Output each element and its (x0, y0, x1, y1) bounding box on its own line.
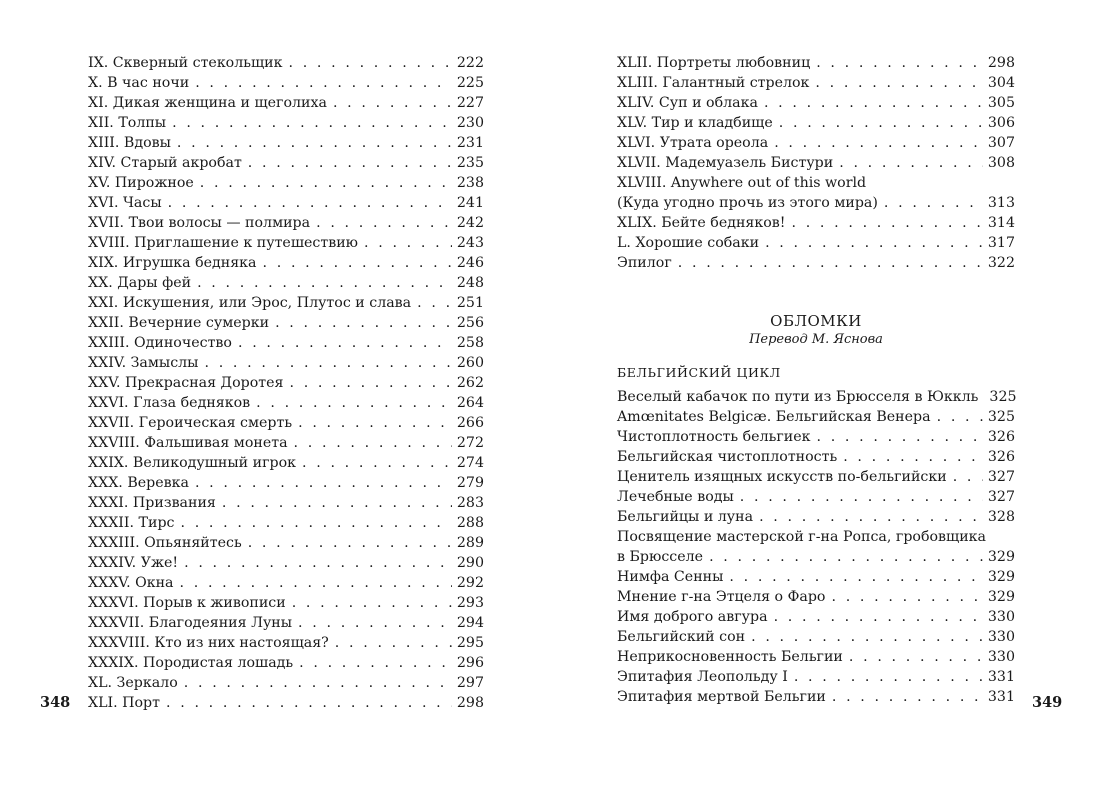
toc-entry-title: XI. Дикая женщина и щеголиха (88, 95, 327, 111)
toc-entry[interactable] (88, 573, 484, 593)
toc-entry-title: Бельгийская чистоплотность (617, 449, 838, 465)
toc-entry-page: 262 (456, 375, 484, 391)
toc-entry-page: 283 (456, 495, 484, 511)
toc-entry-page: 329 (987, 569, 1015, 585)
toc-entry-title: XLI. Порт (88, 695, 160, 711)
cycle-title: БЕЛЬГИЙСКИЙ ЦИКЛ (617, 365, 781, 380)
toc-entry-page: 238 (456, 175, 484, 191)
dot-leader (839, 153, 983, 173)
toc-entry-title: XII. Толпы (88, 115, 167, 131)
toc-entry-page: 251 (456, 295, 484, 311)
dot-leader (709, 547, 983, 567)
toc-entry-title: XLII. Портреты любовниц (617, 55, 811, 71)
toc-list (617, 387, 1015, 527)
toc-list (88, 53, 484, 713)
toc-entry[interactable] (617, 667, 1015, 687)
toc-entry[interactable] (88, 293, 484, 313)
dot-leader (177, 133, 452, 153)
dot-leader (316, 213, 452, 233)
toc-entry[interactable] (617, 507, 1015, 527)
section-translator: Перевод М. Яснова (749, 332, 883, 347)
toc-entry[interactable] (617, 607, 1015, 627)
toc-entry-title: XXXVI. Порыв к живописи (88, 595, 286, 611)
toc-entry-title: XV. Пирожное (88, 175, 194, 191)
toc-entry[interactable] (88, 613, 484, 633)
toc-entry-title: XLVI. Утрата ореола (617, 135, 769, 151)
toc-entry-title: Лечебные воды (617, 489, 734, 505)
toc-entry-title: XVII. Твои волосы — полмира (88, 215, 311, 231)
toc-entry[interactable] (88, 373, 484, 393)
toc-entry-title: IX. Скверный стекольщик (88, 55, 283, 71)
section-title: ОБЛОМКИ (770, 312, 862, 330)
toc-entry[interactable] (88, 513, 484, 533)
toc-entry[interactable] (88, 53, 484, 73)
toc-entry-page: 264 (456, 395, 484, 411)
dot-leader (678, 253, 983, 273)
toc-entry-title: XIII. Вдовы (88, 135, 171, 151)
dot-leader (774, 133, 983, 153)
toc-entry-title: XXVII. Героическая смерть (88, 415, 293, 431)
toc-entry-title-continued: (Куда угодно прочь из этого мира) (617, 195, 878, 211)
dot-leader (791, 213, 982, 233)
toc-entry[interactable] (88, 533, 484, 553)
toc-entry[interactable] (88, 653, 484, 673)
toc-entry[interactable] (88, 693, 484, 713)
toc-entry-page: 241 (456, 195, 484, 211)
dot-leader (794, 667, 983, 687)
toc-entry[interactable] (88, 253, 484, 273)
dot-leader (740, 487, 983, 507)
toc-entry[interactable] (88, 73, 484, 93)
toc-entry[interactable] (617, 567, 1015, 587)
toc-entry-page: 330 (987, 649, 1015, 665)
toc-entry-title: XXII. Вечерние сумерки (88, 315, 270, 331)
dot-leader (166, 693, 452, 713)
right-page-toc (617, 53, 1015, 707)
toc-entry[interactable] (88, 113, 484, 133)
toc-entry-title: XLIII. Галантный стрелок (617, 75, 810, 91)
toc-entry[interactable] (617, 427, 1015, 447)
toc-entry[interactable] (88, 153, 484, 173)
toc-entry-title: Amœnitates Belgicæ. Бельгийская Венера (617, 409, 931, 425)
toc-entry-page: 296 (456, 655, 484, 671)
dot-leader (200, 173, 452, 193)
toc-entry[interactable] (88, 413, 484, 433)
toc-entry-page: 326 (987, 449, 1015, 465)
toc-entry-page: 314 (987, 215, 1015, 231)
toc-entry-page: 297 (456, 675, 484, 691)
toc-entry-title: Чистоплотность бельгиек (617, 429, 811, 445)
dot-leader (815, 73, 983, 93)
toc-entry[interactable] (88, 493, 484, 513)
toc-entry[interactable] (617, 73, 1015, 93)
dot-leader (832, 687, 983, 707)
toc-entry-page: 331 (987, 669, 1015, 685)
toc-entry-page: 290 (456, 555, 484, 571)
toc-entry-title: Эпитафия мертвой Бельгии (617, 689, 826, 705)
dot-leader (764, 93, 983, 113)
toc-entry-title: XLV. Тир и кладбище (617, 115, 773, 131)
dot-leader (843, 447, 983, 467)
dot-leader (335, 633, 452, 653)
toc-entry-title: Посвящение мастерской г-на Ропса, гробовщика (617, 529, 987, 545)
toc-entry[interactable] (617, 687, 1015, 707)
dot-leader (275, 313, 452, 333)
toc-entry-title: XXVIII. Фальшивая монета (88, 435, 288, 451)
toc-entry-page: 230 (456, 115, 484, 131)
toc-entry[interactable] (617, 447, 1015, 467)
toc-entry-title: L. Хорошие собаки (617, 235, 760, 251)
dot-leader (298, 613, 452, 633)
toc-entry-page: 242 (456, 215, 484, 231)
toc-entry-title: XXXIV. Уже! (88, 555, 179, 571)
dot-leader (288, 53, 451, 73)
toc-entry-page: 304 (987, 75, 1015, 91)
dot-leader (759, 507, 983, 527)
dot-leader (289, 373, 451, 393)
toc-entry-page: 294 (456, 615, 484, 631)
toc-entry-page: 313 (987, 195, 1015, 211)
dot-leader (263, 253, 452, 273)
toc-entry[interactable] (617, 387, 1015, 407)
toc-entry[interactable] (617, 133, 1015, 153)
toc-entry[interactable] (617, 647, 1015, 667)
dot-leader (172, 113, 452, 133)
toc-entry-page: 227 (456, 95, 484, 111)
toc-entry[interactable] (617, 587, 1015, 607)
toc-entry-page: 292 (456, 575, 484, 591)
toc-entry-title: XXVI. Глаза бедняков (88, 395, 251, 411)
toc-entry-page: 328 (987, 509, 1015, 525)
toc-list (617, 213, 1015, 273)
toc-entry-page: 258 (456, 335, 484, 351)
toc-entry-page: 331 (987, 689, 1015, 705)
toc-entry-page: 330 (987, 609, 1015, 625)
toc-entry-title: XXIX. Великодушный игрок (88, 455, 296, 471)
toc-entry[interactable] (88, 93, 484, 113)
dot-leader (197, 273, 452, 293)
toc-entry[interactable] (88, 133, 484, 153)
toc-entry[interactable] (88, 233, 484, 253)
dot-leader (849, 647, 983, 667)
dot-leader (195, 473, 452, 493)
toc-entry[interactable] (617, 53, 1015, 73)
dot-leader (248, 153, 452, 173)
page-number-right: 349 (1032, 694, 1063, 711)
dot-leader (302, 453, 452, 473)
dot-leader (256, 393, 452, 413)
toc-entry-page: 279 (456, 475, 484, 491)
toc-entry[interactable] (88, 633, 484, 653)
toc-entry-page: 289 (456, 535, 484, 551)
section-heading (617, 311, 1015, 349)
toc-list (617, 567, 1015, 707)
toc-entry-title: XXXV. Окна (88, 575, 174, 591)
toc-entry[interactable] (617, 467, 1015, 487)
toc-entry-title: Имя доброго авгура (617, 609, 768, 625)
toc-entry-title: Бельгийский сон (617, 629, 746, 645)
dot-leader (816, 427, 982, 447)
page-number-left: 348 (40, 694, 71, 711)
dot-leader (299, 653, 452, 673)
toc-entry[interactable] (88, 593, 484, 613)
dot-leader (884, 193, 983, 213)
toc-entry-page: 256 (456, 315, 484, 331)
dot-leader (168, 193, 452, 213)
toc-entry-page: 235 (456, 155, 484, 171)
toc-entry-title: XLVIII. Anywhere out of this world (617, 175, 867, 191)
dot-leader (184, 673, 452, 693)
dot-leader (298, 413, 452, 433)
toc-entry-page: 325 (989, 389, 1017, 405)
toc-entry-page: 305 (987, 95, 1015, 111)
toc-entry-title: Ценитель изящных искусств по-бельгийски (617, 469, 947, 485)
dot-leader (204, 353, 451, 373)
toc-entry-page: 266 (456, 415, 484, 431)
dot-leader (417, 293, 452, 313)
toc-entry-page: 298 (987, 55, 1015, 71)
toc-entry-page: 298 (456, 695, 484, 711)
toc-entry-page: 308 (987, 155, 1015, 171)
toc-entry[interactable] (88, 333, 484, 353)
toc-entry[interactable] (617, 153, 1015, 173)
dot-leader (180, 513, 451, 533)
toc-list (617, 53, 1015, 173)
toc-entry-page: 325 (987, 409, 1015, 425)
toc-entry-title: Эпитафия Леопольду I (617, 669, 788, 685)
toc-entry-title: XL. Зеркало (88, 675, 178, 691)
dot-leader (765, 233, 983, 253)
toc-entry-page: 222 (456, 55, 484, 71)
toc-entry-page: 295 (456, 635, 484, 651)
toc-entry-page: 243 (456, 235, 484, 251)
dot-leader (248, 533, 452, 553)
toc-entry-page: 329 (987, 589, 1015, 605)
toc-entry-page: 306 (987, 115, 1015, 131)
toc-entry-page: 327 (987, 489, 1015, 505)
toc-entry-title: XXIV. Замыслы (88, 355, 199, 371)
dot-leader (292, 593, 452, 613)
toc-entry-title: XXXI. Призвания (88, 495, 216, 511)
toc-entry-page: 288 (456, 515, 484, 531)
dot-leader (238, 333, 452, 353)
toc-entry-page: 330 (987, 629, 1015, 645)
toc-entry-title: XXIII. Одиночество (88, 335, 232, 351)
toc-entry-page: 322 (987, 255, 1015, 271)
toc-entry[interactable] (617, 527, 1015, 567)
toc-entry[interactable] (88, 353, 484, 373)
toc-entry[interactable] (617, 213, 1015, 233)
dot-leader (333, 93, 452, 113)
toc-entry[interactable] (88, 473, 484, 493)
dot-leader (774, 607, 983, 627)
toc-entry-page: 248 (456, 275, 484, 291)
toc-entry-title: Веселый кабачок по пути из Брюсселя в Юккль (617, 389, 979, 405)
toc-entry-title: XLVII. Мадемуазель Бистури (617, 155, 834, 171)
left-page-toc (88, 53, 484, 713)
dot-leader (180, 573, 452, 593)
toc-entry-title: XXX. Веревка (88, 475, 189, 491)
toc-entry[interactable] (617, 93, 1015, 113)
toc-entry[interactable] (88, 213, 484, 233)
toc-entry-page: 327 (987, 469, 1015, 485)
toc-entry[interactable] (88, 553, 484, 573)
toc-entry-page: 326 (987, 429, 1015, 445)
toc-entry-page: 293 (456, 595, 484, 611)
toc-entry-title: Неприкосновенность Бельгии (617, 649, 843, 665)
toc-entry-title: X. В час ночи (88, 75, 190, 91)
toc-entry-title: XVIII. Приглашение к путешествию (88, 235, 358, 251)
dot-leader (953, 467, 983, 487)
toc-entry-title: XXV. Прекрасная Доротея (88, 375, 284, 391)
toc-entry-title: Нимфа Сенны (617, 569, 724, 585)
toc-entry-page: 260 (456, 355, 484, 371)
dot-leader (779, 113, 983, 133)
toc-entry-title: XVI. Часы (88, 195, 162, 211)
toc-entry-title: XIV. Старый акробат (88, 155, 242, 171)
dot-leader (222, 493, 452, 513)
toc-entry-title: XXI. Искушения, или Эрос, Плутос и слава (88, 295, 412, 311)
toc-entry-page: 272 (456, 435, 484, 451)
dot-leader (729, 567, 983, 587)
toc-entry-title: XXXVIII. Кто из них настоящая? (88, 635, 329, 651)
toc-entry[interactable] (617, 233, 1015, 253)
toc-entry-title: XXXII. Тирс (88, 515, 175, 531)
toc-entry-title: Мнение г-на Этцеля о Фаро (617, 589, 826, 605)
dot-leader (195, 73, 452, 93)
toc-entry-title: XXXIII. Опьяняйтесь (88, 535, 242, 551)
toc-entry-title: Эпилог (617, 255, 672, 271)
toc-entry-page: 307 (987, 135, 1015, 151)
toc-entry[interactable] (617, 113, 1015, 133)
dot-leader (751, 627, 983, 647)
toc-entry-page: 317 (987, 235, 1015, 251)
toc-entry[interactable] (617, 627, 1015, 647)
toc-entry[interactable] (617, 253, 1015, 273)
toc-entry[interactable] (88, 273, 484, 293)
toc-entry[interactable] (88, 393, 484, 413)
toc-entry[interactable] (88, 433, 484, 453)
toc-entry-title-continued: в Брюсселе (617, 549, 704, 565)
toc-entry[interactable] (617, 487, 1015, 507)
toc-entry-title: XLIV. Суп и облака (617, 95, 758, 111)
toc-entry[interactable] (88, 193, 484, 213)
toc-entry[interactable] (88, 313, 484, 333)
toc-entry-title: XX. Дары фей (88, 275, 192, 291)
dot-leader (364, 233, 452, 253)
toc-entry[interactable] (88, 173, 484, 193)
toc-entry-title: XLIX. Бейте бедняков! (617, 215, 786, 231)
toc-entry[interactable] (617, 407, 1015, 427)
toc-entry[interactable] (617, 173, 1015, 213)
toc-entry-page: 274 (456, 455, 484, 471)
toc-entry-title: Бельгийцы и луна (617, 509, 754, 525)
toc-entry-title: XIX. Игрушка бедняка (88, 255, 257, 271)
toc-entry[interactable] (88, 673, 484, 693)
dot-leader (816, 53, 983, 73)
dot-leader (831, 587, 982, 607)
toc-entry-page: 231 (456, 135, 484, 151)
dot-leader (184, 553, 452, 573)
toc-entry-page: 225 (456, 75, 484, 91)
toc-entry-title: XXXIX. Породистая лошадь (88, 655, 294, 671)
dot-leader (294, 433, 452, 453)
toc-entry-page: 329 (987, 549, 1015, 565)
toc-entry-page: 246 (456, 255, 484, 271)
toc-entry[interactable] (88, 453, 484, 473)
dot-leader (937, 407, 983, 427)
toc-entry-title: XXXVII. Благодеяния Луны (88, 615, 293, 631)
